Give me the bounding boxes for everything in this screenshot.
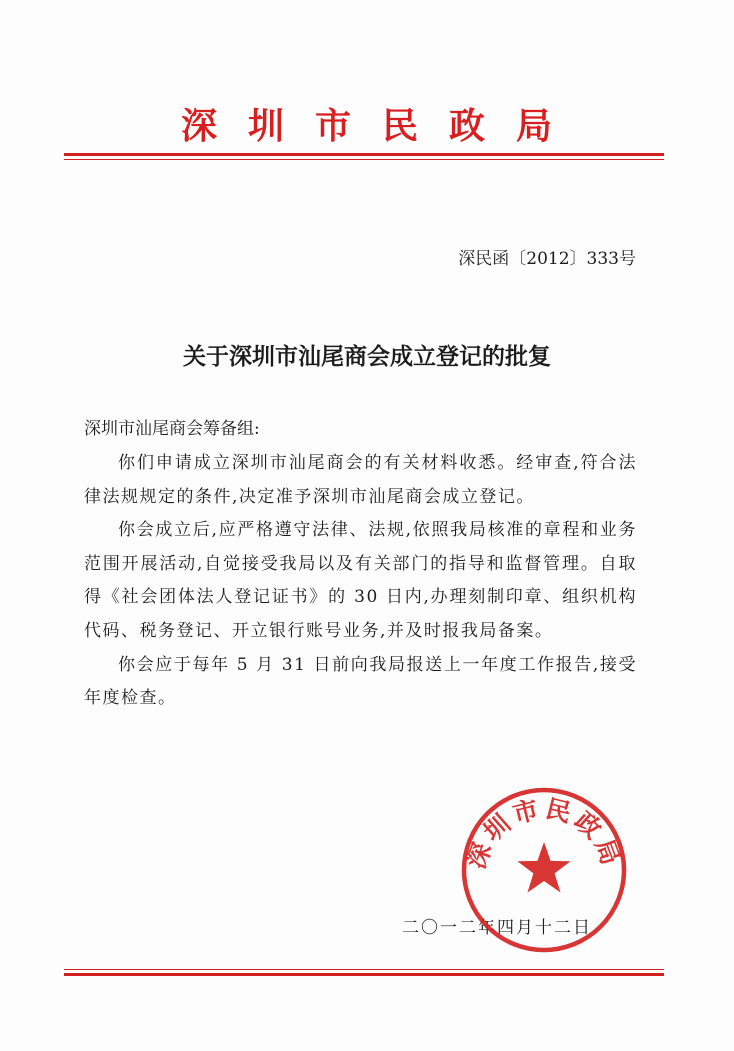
header-rule-thin (64, 159, 664, 160)
header-rule-thick (64, 153, 664, 156)
official-seal (460, 786, 628, 954)
letterhead-title: 深圳市民政局 (180, 105, 583, 147)
body-paragraph: 你会成立后,应严格遵守法律、法规,依照我局核准的章程和业务范围开展活动,自觉接受我局以及有关部门的指导和监督管理。自取得《社会团体法人登记证书》的 30 日内,办理刻制印章、组织机构代码、税务登记、开立银行账号业务,并及时报我局备案。 (84, 520, 637, 641)
salutation: 深圳市汕尾商会筹备组: (84, 419, 260, 439)
seal-text: 深圳市民政局 (461, 793, 627, 873)
body-paragraph: 你们申请成立深圳市汕尾商会的有关材料收悉。经审查,符合法律法规规定的条件,决定准予深圳市汕尾商会成立登记。 (84, 453, 637, 507)
body-paragraph: 你会应于每年 5 月 31 日前向我局报送上一年度工作报告,接受年度检查。 (84, 654, 637, 709)
document-number: 深民函〔2012〕333号 (458, 249, 636, 269)
footer-rule-thin (64, 969, 664, 970)
document-body (84, 447, 637, 716)
footer-rule-thick (64, 973, 664, 976)
seal-star-icon (517, 842, 570, 893)
issue-date: 二〇一二年四月十二日 (402, 918, 592, 938)
document-title: 关于深圳市汕尾商会成立登记的批复 (183, 343, 551, 370)
